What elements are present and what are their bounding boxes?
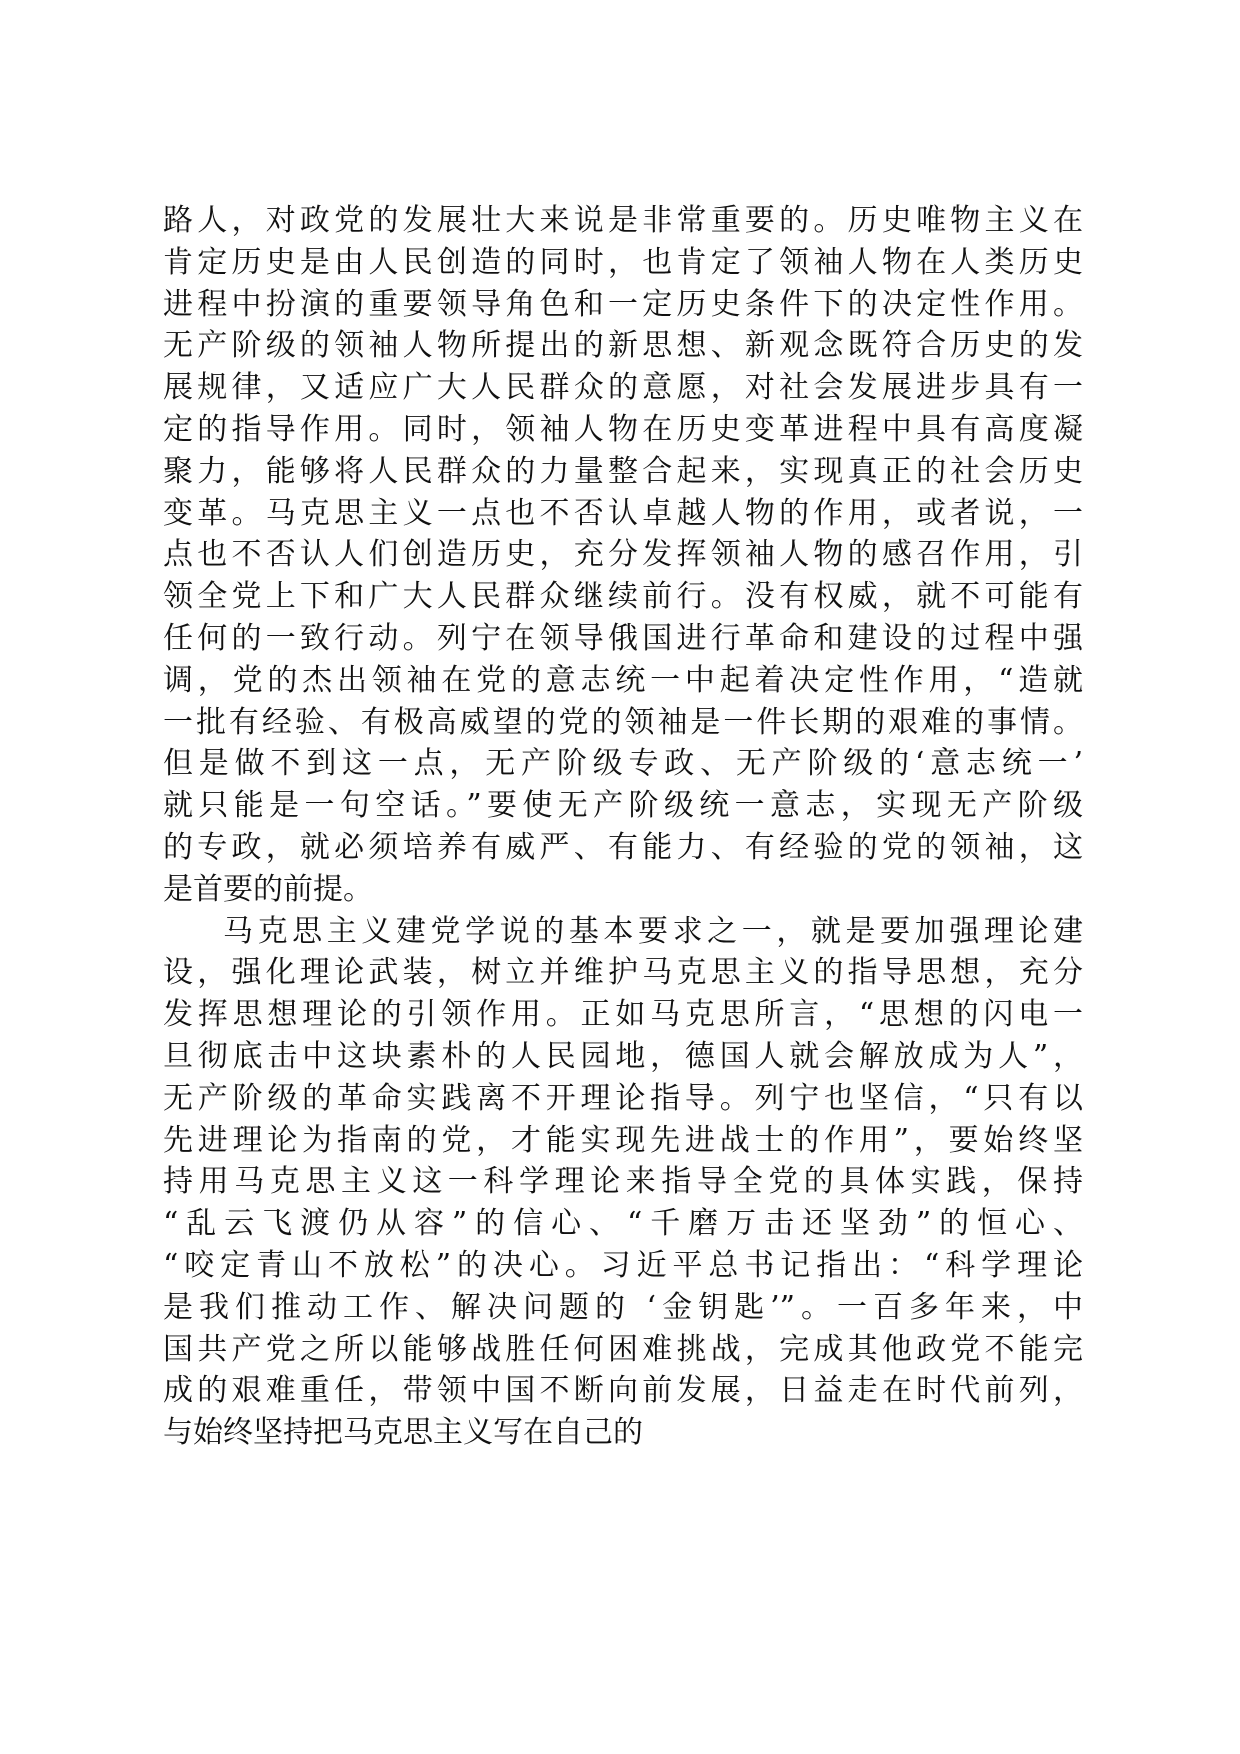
paragraph-2 bbox=[163, 911, 1083, 1454]
text-line: 持用马克思主义这一科学理论来指导全党的具体实践，保持 bbox=[163, 1164, 1083, 1200]
text-line: 国共产党之所以能够战胜任何困难挑战，完成其他政党不能完 bbox=[163, 1331, 1083, 1367]
text-line: 定的指导作用。同时，领袖人物在历史变革进程中具有高度凝 bbox=[163, 411, 1083, 447]
text-line: “咬定青山不放松”的决心。习近平总书记指出：“科学理论 bbox=[163, 1247, 1083, 1283]
text-line: 调，党的杰出领袖在党的意志统一中起着决定性作用，“造就 bbox=[163, 662, 1083, 698]
text-line: 领全党上下和广大人民群众继续前行。没有权威，就不可能有 bbox=[163, 579, 1083, 615]
text-line: 无产阶级的领袖人物所提出的新思想、新观念既符合历史的发 bbox=[163, 328, 1083, 364]
text-line: 一批有经验、有极高威望的党的领袖是一件长期的艰难的事情。 bbox=[163, 704, 1083, 740]
text-line: 展规律，又适应广大人民群众的意愿，对社会发展进步具有一 bbox=[163, 370, 1083, 406]
text-line: 的专政，就必须培养有威严、有能力、有经验的党的领袖，这 bbox=[163, 829, 1083, 865]
text-line: 就只能是一句空话。”要使无产阶级统一意志，实现无产阶级 bbox=[163, 788, 1083, 824]
text-line: 旦彻底击中这块素朴的人民园地，德国人就会解放成为人”， bbox=[163, 1038, 1083, 1074]
text-line: 路人，对政党的发展壮大来说是非常重要的。历史唯物主义在 bbox=[163, 203, 1083, 238]
text-line: “乱云飞渡仍从容”的信心、“千磨万击还坚劲”的恒心、 bbox=[163, 1206, 1083, 1242]
text-line: 发挥思想理论的引领作用。正如马克思所言，“思想的闪电一 bbox=[163, 997, 1083, 1033]
text-line: 马克思主义建党学说的基本要求之一，就是要加强理论建 bbox=[223, 913, 1083, 949]
paragraph-1 bbox=[163, 200, 1083, 911]
text-line: 无产阶级的革命实践离不开理论指导。列宁也坚信，“只有以 bbox=[163, 1080, 1083, 1116]
text-line: 设，强化理论武装，树立并维护马克思主义的指导思想，充分 bbox=[163, 955, 1083, 991]
text-line: 先进理论为指南的党，才能实现先进战士的作用”，要始终坚 bbox=[163, 1122, 1083, 1158]
text-line: 成的艰难重任，带领中国不断向前发展，日益走在时代前列， bbox=[163, 1373, 1083, 1409]
text-line: 但是做不到这一点，无产阶级专政、无产阶级的‘意志统一’ bbox=[163, 746, 1083, 782]
text-line: 变革。马克思主义一点也不否认卓越人物的作用，或者说，一 bbox=[163, 495, 1083, 531]
text-line: 肯定历史是由人民创造的同时，也肯定了领袖人物在人类历史 bbox=[163, 244, 1083, 280]
text-line: 与始终坚持把马克思主义写在自己的 bbox=[163, 1415, 643, 1451]
text-line: 是我们推动工作、解决问题的 ‘金钥匙’”。一百多年来，中 bbox=[163, 1289, 1083, 1325]
text-line: 聚力，能够将人民群众的力量整合起来，实现真正的社会历史 bbox=[163, 453, 1083, 489]
text-line: 任何的一致行动。列宁在领导俄国进行革命和建设的过程中强 bbox=[163, 620, 1083, 656]
text-line: 进程中扮演的重要领导角色和一定历史条件下的决定性作用。 bbox=[163, 286, 1083, 322]
text-line: 是首要的前提。 bbox=[163, 871, 373, 907]
text-line: 点也不否认人们创造历史，充分发挥领袖人物的感召作用，引 bbox=[163, 537, 1083, 573]
body-text bbox=[163, 200, 1083, 1454]
